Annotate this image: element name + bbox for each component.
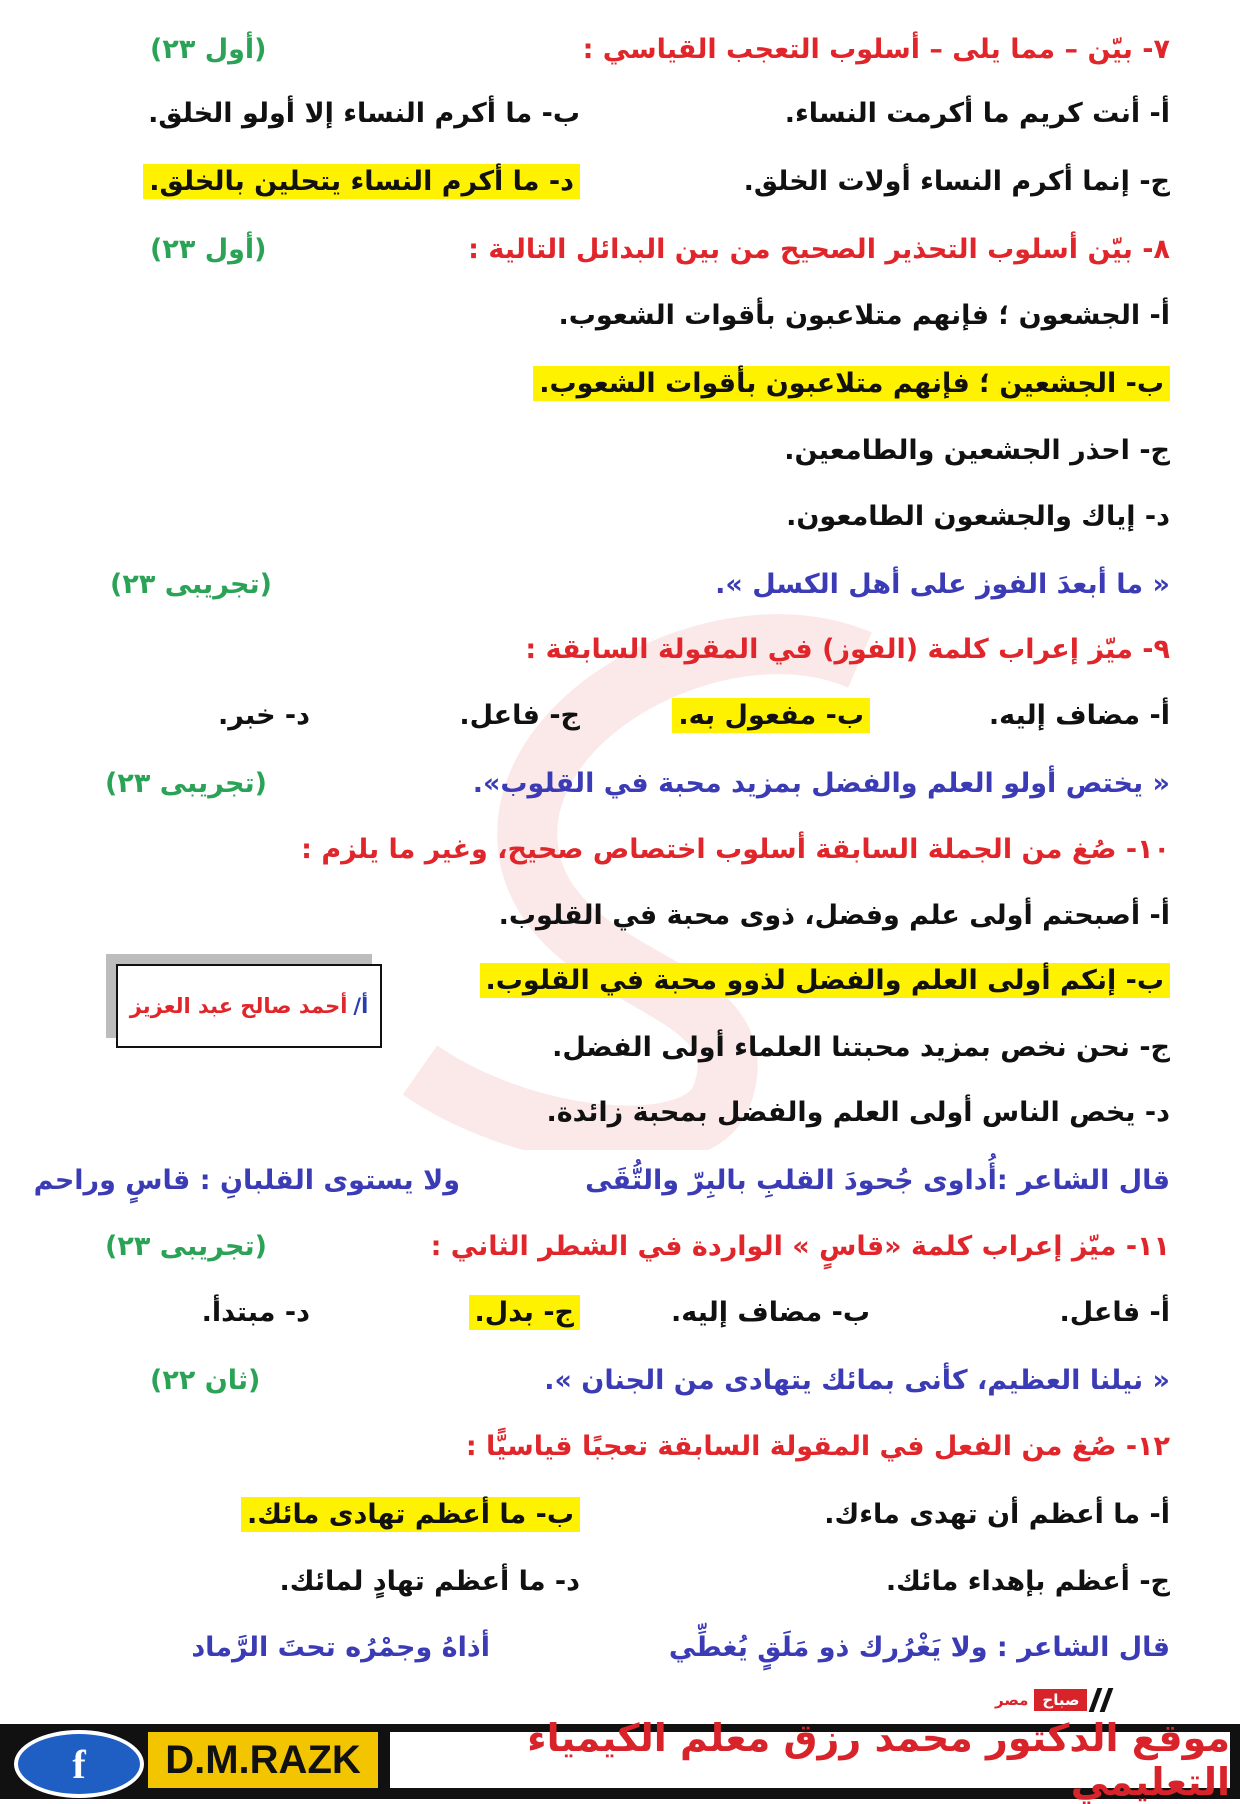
q12-option-d: د- ما أعظم تهادٍ لمائك.	[279, 1565, 580, 1597]
q12-quote-row	[70, 1351, 1170, 1409]
q11-source: (تجريبى ٢٣)	[105, 1230, 267, 1262]
q7-option-a: أ- أنت كريم ما أكرمت النساء.	[784, 97, 1170, 129]
teacher-name: أحمد صالح عبد العزيز	[129, 994, 348, 1018]
q10-title-row	[70, 820, 1170, 878]
q11-options-row	[70, 1283, 1170, 1341]
closing-verse-row	[70, 1618, 1170, 1676]
q9-options-row	[70, 686, 1170, 744]
q7-title-row	[70, 20, 1170, 78]
closing-verse-first-half: قال الشاعر : ولا يَغْرُرك ذو مَلَقٍ يُغطِّي	[668, 1631, 1170, 1663]
q8-option-a-row	[70, 286, 1170, 344]
q8-option-b-correct: ب- الجشعين ؛ فإنهم متلاعبون بأقوات الشعوب.	[533, 366, 1170, 401]
q9-quote: « ما أبعدَ الفوز على أهل الكسل ».	[715, 568, 1170, 600]
q9-option-b-correct: ب- مفعول به.	[672, 698, 870, 733]
q8-title-row	[70, 220, 1170, 278]
site-title: موقع الدكتور محمد رزق معلم الكيمياء التعليمي	[390, 1732, 1230, 1788]
dmrazk-logo: D.M.RAZK	[148, 1732, 378, 1788]
q10-option-c: ج- نحن نخص بمزيد محبتنا العلماء أولى الفضل.	[552, 1031, 1170, 1063]
q11-verse-first-half: قال الشاعر :أُداوى جُحودَ القلبِ بالبِرّ والتُّقَى	[585, 1164, 1170, 1196]
q10-option-d: د- يخص الناس أولى العلم والفضل بمحبة زائدة.	[546, 1096, 1170, 1128]
q11-verse-second-half: ولا يستوى القلبانِ : قاسٍ وراحم	[33, 1164, 460, 1196]
q10-title: ١٠- صُغ من الجملة السابقة أسلوب اختصاص صحيح، وغير ما يلزم :	[301, 833, 1170, 865]
q9-option-c: ج- فاعل.	[459, 699, 580, 731]
q11-title-row	[70, 1217, 1170, 1275]
q10-quote-row	[70, 754, 1170, 812]
facebook-icon[interactable]: f	[14, 1730, 144, 1798]
q12-options-row-2	[70, 1552, 1170, 1610]
q8-option-d: د- إياك والجشعون الطامعون.	[786, 500, 1170, 532]
q10-option-b-correct: ب- إنكم أولى العلم والفضل لذوو محبة في القلوب.	[480, 963, 1170, 998]
q7-options-row-2	[70, 152, 1170, 210]
q9-source: (تجريبى ٢٣)	[110, 568, 272, 600]
q8-source: (أول ٢٣)	[150, 233, 267, 265]
q8-option-d-row	[70, 487, 1170, 545]
q11-option-b: ب- مضاف إليه.	[670, 1296, 870, 1328]
q9-title: ٩- ميّز إعراب كلمة (الفوز) في المقولة السابقة :	[525, 633, 1170, 665]
q11-option-a: أ- فاعل.	[1059, 1296, 1170, 1328]
q12-option-b-correct: ب- ما أعظم تهادى مائك.	[241, 1497, 580, 1532]
q10-option-a: أ- أصبحتم أولى علم وفضل، ذوى محبة في القلوب.	[498, 899, 1170, 931]
q9-option-d: د- خبر.	[218, 699, 310, 731]
q8-title: ٨- بيّن أسلوب التحذير الصحيح من بين البدائل التالية :	[468, 233, 1170, 265]
q7-option-c: ج- إنما أكرم النساء أولات الخلق.	[743, 165, 1170, 197]
closing-verse-second-half: أذاهُ وجمْرُه تحتَ الرَّماد	[191, 1631, 490, 1663]
q9-option-a: أ- مضاف إليه.	[988, 699, 1170, 731]
q10-source: (تجريبى ٢٣)	[105, 767, 267, 799]
q12-title-row	[70, 1417, 1170, 1475]
q7-option-d-correct: د- ما أكرم النساء يتحلين بالخلق.	[143, 164, 580, 199]
teacher-prefix: أ/	[353, 994, 369, 1018]
q7-options-row-1	[70, 84, 1170, 142]
brand-text: مصر	[995, 1691, 1029, 1709]
q7-option-b: ب- ما أكرم النساء إلا أولو الخلق.	[148, 97, 580, 129]
q8-option-b-row	[70, 354, 1170, 412]
q12-title: ١٢- صُغ من الفعل في المقولة السابقة تعجبًا قياسيًّا :	[465, 1430, 1170, 1462]
q9-title-row	[70, 620, 1170, 678]
q7-source: (أول ٢٣)	[150, 33, 267, 65]
q12-source: (ثان ٢٢)	[150, 1364, 261, 1396]
q11-option-d: د- مبتدأ.	[201, 1296, 310, 1328]
sabah-masr-logo	[995, 1688, 1109, 1712]
q12-options-row-1	[70, 1485, 1170, 1543]
q9-quote-row	[70, 555, 1170, 613]
q10-option-a-row	[70, 886, 1170, 944]
q11-option-c-correct: ج- بدل.	[469, 1295, 580, 1330]
q12-option-c: ج- أعظم بإهداء مائك.	[885, 1565, 1170, 1597]
q7-title: ٧- بيّن – مما يلى – أسلوب التعجب القياسي :	[582, 33, 1170, 65]
q12-quote: « نيلنا العظيم، كأنى بمائك يتهادى من الجنان ».	[544, 1364, 1170, 1396]
q10-option-d-row	[70, 1083, 1170, 1141]
q11-verse-row	[33, 1151, 1170, 1209]
q8-option-c-row	[70, 421, 1170, 479]
q10-quote: « يختص أولو العلم والفضل بمزيد محبة في القلوب».	[472, 767, 1170, 799]
q8-option-a: أ- الجشعون ؛ فإنهم متلاعبون بأقوات الشعوب.	[558, 299, 1170, 331]
q8-option-c: ج- احذر الجشعين والطامعين.	[784, 434, 1170, 466]
brand-box: صباح	[1034, 1689, 1087, 1711]
footer-banner	[0, 1716, 1240, 1804]
q12-option-a: أ- ما أعظم أن تهدى ماءك.	[824, 1498, 1170, 1530]
teacher-name-box	[116, 964, 382, 1048]
q11-title: ١١- ميّز إعراب كلمة «قاسٍ » الواردة في الشطر الثاني :	[430, 1230, 1170, 1262]
